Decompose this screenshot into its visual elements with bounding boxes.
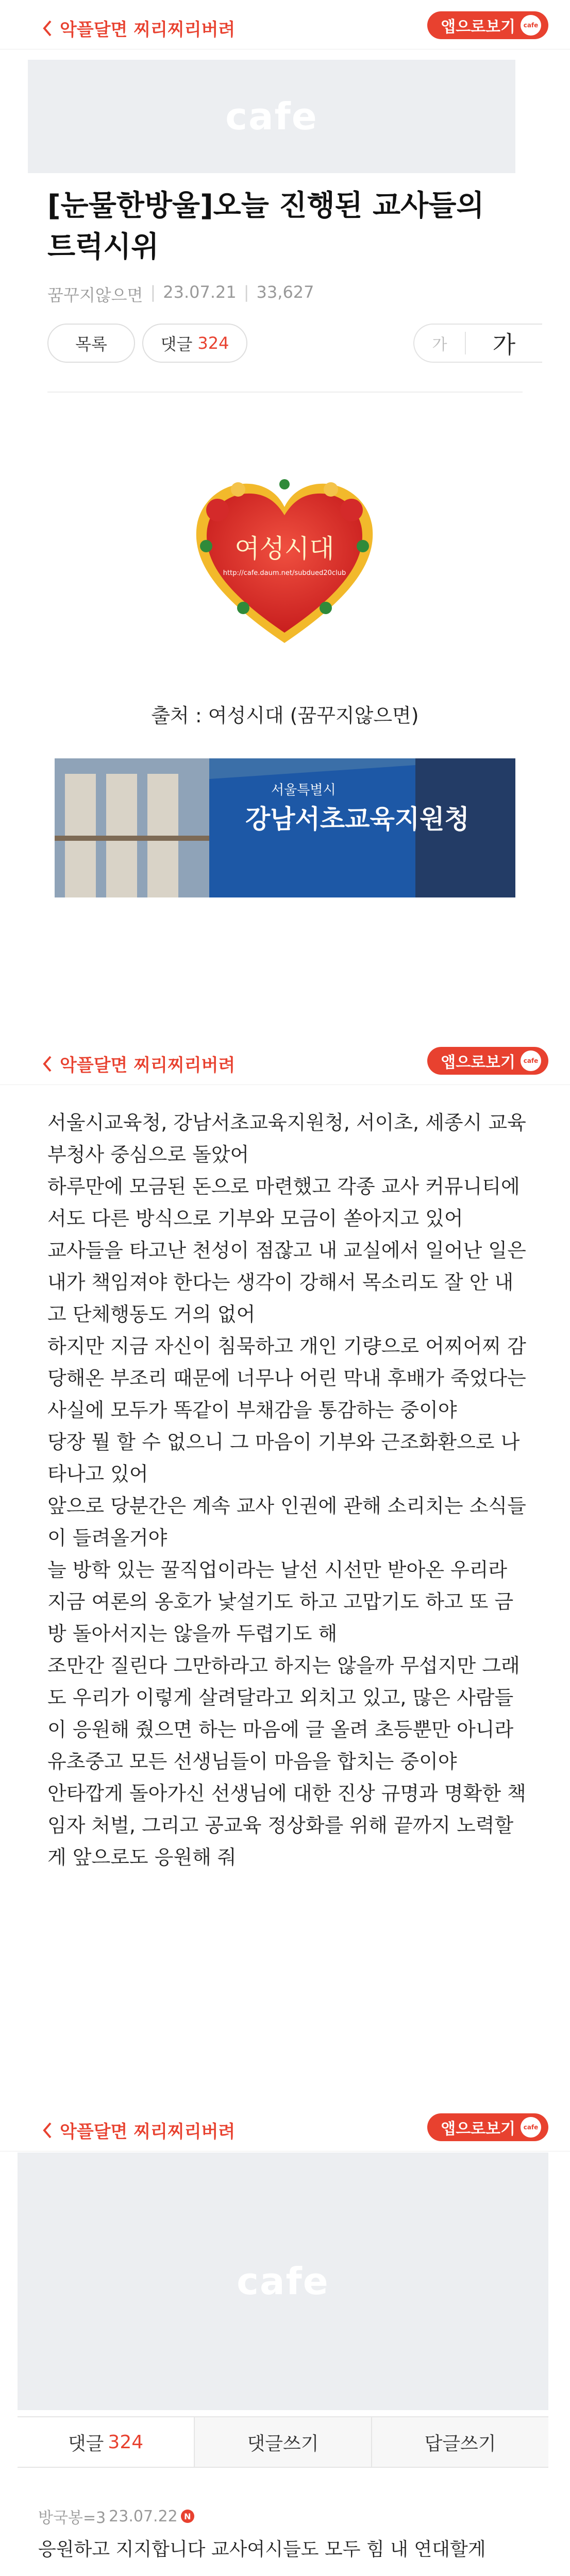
list-button-label: 목록 xyxy=(75,334,107,354)
body-paragraph: 당장 뭘 할 수 없으니 그 마음이 기부와 근조화환으로 나타나고 있어 xyxy=(47,1431,520,1485)
open-app-button[interactable] xyxy=(427,1047,548,1075)
tab-write-reply[interactable] xyxy=(372,2417,548,2467)
cafe-badge-icon: cafe xyxy=(521,15,541,36)
cafe-banner-bottom xyxy=(18,2153,548,2410)
body-paragraph: 조만간 질린다 그만하라고 하지는 않을까 무섭지만 그래도 우리가 이렇게 살려달라고 외치고 있고, 많은 사람들이 응원해 줬으면 하는 마음에 글 올려 초등뿐만 아니라 유초중고 모든 선생님들이 마음을 합치는 중이야 xyxy=(47,1654,520,1773)
comment-time: 23.07.22 xyxy=(109,2507,178,2526)
sign-line-1: 서울특별시 xyxy=(271,783,336,798)
open-app-button[interactable] xyxy=(427,11,548,39)
comment-text: 응원하고 지지합니다 교사여시들도 모두 힘 내 연대할게 xyxy=(38,2539,486,2560)
cafe-logo: cafe xyxy=(237,2260,329,2303)
source-caption: 출처 : 여성시대 (꿈꾸지않으면) xyxy=(151,704,419,727)
sign-line-2: 강남서초교육지원청 xyxy=(245,804,470,834)
tab-comments-count: 324 xyxy=(108,2431,144,2453)
body-paragraph: 늘 방학 있는 꿀직업이라는 날선 시선만 받아온 우리라 지금 여론의 옹호가 낯설기도 하고 고맙기도 하고 또 금방 돌아서지는 않을까 두렵기도 해 xyxy=(47,1558,514,1645)
body-paragraph: 하루만에 모금된 돈으로 마련했고 각종 교사 커뮤니티에서도 다른 방식으로 기부와 모금이 쏟아지고 있어 xyxy=(47,1175,520,1230)
comment-author[interactable]: 방국봉=3 xyxy=(38,2509,106,2527)
new-badge-icon: N xyxy=(181,2510,194,2523)
top-header-repeat xyxy=(0,1036,570,1085)
chevron-left-icon xyxy=(42,1055,53,1073)
meta-separator: | xyxy=(243,282,249,302)
heart-logo-url: http://cafe.daum.net/subdued20club xyxy=(223,569,346,577)
meta-separator: | xyxy=(150,282,156,302)
post-body xyxy=(47,1107,532,1873)
cafe-badge-icon: cafe xyxy=(521,1050,541,1071)
comment-item xyxy=(38,2505,533,2561)
cafe-name: 악플달면 찌리찌리버려 xyxy=(60,2122,236,2142)
body-paragraph: 서울시교육청, 강남서초교육지원청, 서이초, 세종시 교육부청사 중심으로 돌았어 xyxy=(47,1111,526,1166)
back-to-cafe-link[interactable] xyxy=(42,15,235,41)
tab-write-comment[interactable] xyxy=(195,2417,372,2467)
cafe-name: 악플달면 찌리찌리버려 xyxy=(60,1055,236,1076)
cafe-name: 악플달면 찌리찌리버려 xyxy=(60,20,236,40)
comment-count: 324 xyxy=(197,333,229,353)
sign-photo xyxy=(55,758,515,897)
back-to-cafe-link[interactable] xyxy=(42,2117,235,2143)
open-app-button[interactable] xyxy=(427,2113,548,2141)
font-large-button[interactable]: 가 xyxy=(492,331,516,359)
open-app-label: 앱으로보기 xyxy=(441,2120,515,2138)
divider xyxy=(47,392,523,393)
open-app-label: 앱으로보기 xyxy=(441,18,515,36)
comment-button[interactable] xyxy=(142,324,247,363)
cafe-badge-icon: cafe xyxy=(521,2117,541,2138)
body-paragraph: 하지만 지금 자신이 침묵하고 개인 기량으로 어찌어찌 감당해온 부조리 때문에 너무나 어린 막내 후배가 죽었다는 사실에 모두가 똑같이 부채감을 통감하는 중이야 xyxy=(47,1335,526,1421)
tab-comments-label: 댓글 xyxy=(68,2433,104,2454)
font-small-button[interactable]: 가 xyxy=(414,332,466,354)
comment-button-label: 댓글 xyxy=(160,334,193,354)
chevron-left-icon xyxy=(42,20,53,37)
chevron-left-icon xyxy=(42,2122,53,2139)
heart-logo-icon xyxy=(181,453,388,659)
back-to-cafe-link[interactable] xyxy=(42,1051,235,1076)
body-paragraph: 교사들을 타고난 천성이 점잖고 내 교실에서 일어난 일은 내가 책임져야 한다는 생각이 강해서 목소리도 잘 안 내고 단체행동도 거의 없어 xyxy=(47,1239,526,1326)
heart-logo-image xyxy=(181,453,388,659)
top-header xyxy=(0,0,570,49)
post-meta xyxy=(47,282,314,306)
cafe-banner xyxy=(28,60,515,173)
cafe-logo: cafe xyxy=(225,95,318,138)
heart-logo-title: 여성시대 xyxy=(234,534,334,564)
tab-write-label: 댓글쓰기 xyxy=(247,2433,319,2454)
sign-photo-graphic xyxy=(55,758,515,897)
post-author[interactable]: 꿈꾸지않으면 xyxy=(47,285,143,305)
open-app-label: 앱으로보기 xyxy=(441,1054,515,1072)
comment-tabs xyxy=(18,2416,548,2468)
font-size-toggle xyxy=(413,324,542,363)
top-header-repeat xyxy=(0,2102,570,2151)
body-paragraph: 안타깝게 돌아가신 선생님에 대한 진상 규명과 명확한 책임자 처벌, 그리고 공교육 정상화를 위해 끝까지 노력할게 앞으로도 응원해 줘 xyxy=(47,1782,526,1869)
post-title: [눈물한방울]오늘 진행된 교사들의 트럭시위 xyxy=(47,189,484,264)
tab-reply-label: 답글쓰기 xyxy=(424,2433,496,2454)
post-views: 33,627 xyxy=(256,282,314,302)
list-button[interactable] xyxy=(47,324,135,363)
tab-comments[interactable] xyxy=(18,2417,195,2467)
body-paragraph: 앞으로 당분간은 계속 교사 인권에 관해 소리치는 소식들이 들려올거야 xyxy=(47,1495,526,1549)
post-date: 23.07.21 xyxy=(163,282,237,302)
